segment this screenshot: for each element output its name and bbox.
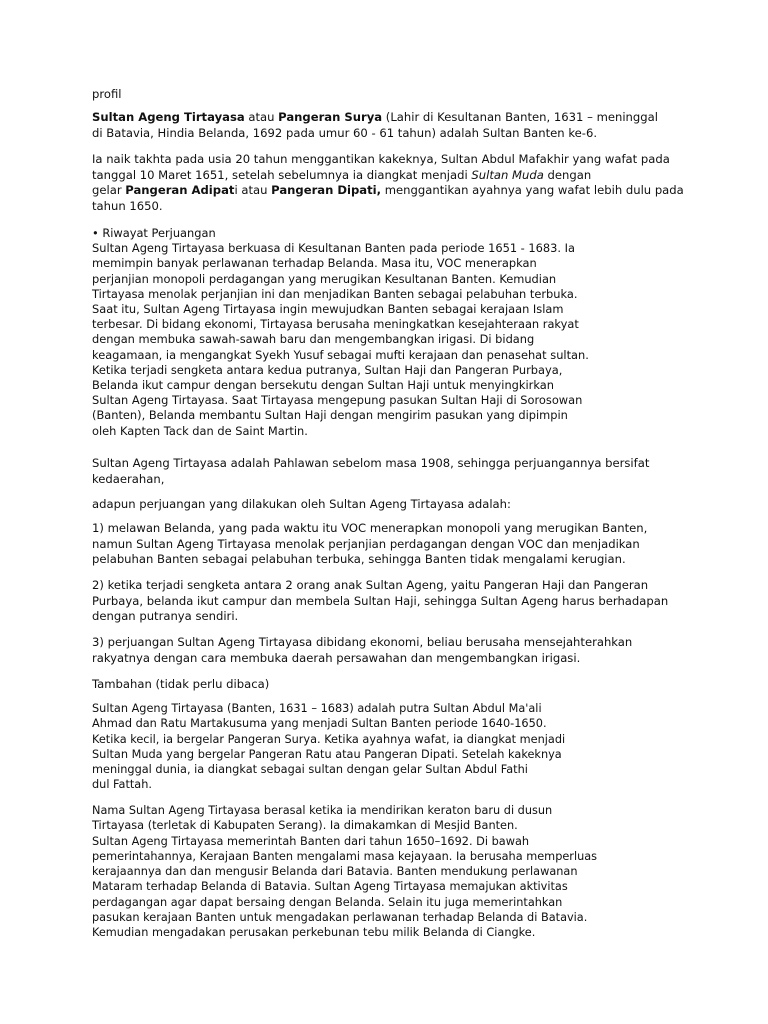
riwayat-line: (Banten), Belanda membantu Sultan Haji dengan mengirim pasukan yang dipimpin: [92, 408, 568, 423]
riwayat-line: memimpin banyak perlawanan terhadap Belanda. Masa itu, VOC menerapkan: [92, 256, 537, 271]
ascension-line: [92, 183, 684, 199]
point-line: Purbaya, belanda ikut campur dan membela Sultan Haji, sehingga Sultan Ageng harus berhadapan: [92, 593, 669, 608]
adapun-paragraph: [92, 497, 511, 513]
extra-line: Nama Sultan Ageng Tirtayasa berasal ketika ia mendirikan keraton baru di dusun: [92, 804, 553, 817]
ascension-paragraph: [92, 152, 684, 214]
ascension-text: dengan: [543, 167, 592, 182]
extra-line: pemerintahannya, Kerajaan Banten mengalami masa kejayaan. Ia berusaha memperluas: [92, 849, 598, 863]
ascension-text: i atau: [234, 183, 272, 198]
tambahan-heading: [92, 677, 269, 693]
point-3: [92, 635, 632, 666]
riwayat-line: Saat itu, Sultan Ageng Tirtayasa ingin mewujudkan Banten sebagai kerajaan Islam: [92, 302, 564, 317]
sultan-name-bold: Sultan Ageng Tirtayasa: [92, 110, 245, 124]
ascension-line: [92, 168, 684, 184]
extra-line: Sultan Muda yang bergelar Pangeran Ratu atau Pangeran Dipati. Setelah kakeknya: [92, 747, 562, 761]
extra-line: perdagangan agar dapat bersaing dengan Belanda. Selain itu juga memerintahkan: [92, 895, 563, 909]
intro-line: di Batavia, Hindia Belanda, 1692 pada umur 60 - 61 tahun) adalah Sultan Banten ke-6.: [92, 125, 598, 140]
point-1: [92, 521, 647, 568]
intro-paragraph: [92, 110, 658, 141]
point-line: pelabuhan Banten sebagai pelabuhan terbuka, sehingga Banten tidak mengalami kerugian.: [92, 552, 626, 567]
riwayat-section: [92, 226, 589, 439]
extra-line: meninggal dunia, ia diangkat sebagai sultan dengan gelar Sultan Abdul Fathi: [92, 763, 528, 777]
intro-line: [92, 110, 658, 126]
point-line: 3) perjuangan Sultan Ageng Tirtayasa dibidang ekonomi, beliau berusaha mensejahterahkan: [92, 635, 633, 649]
extra-line: Ahmad dan Ratu Martakusuma yang menjadi Sultan Banten periode 1640-1650.: [92, 717, 547, 731]
extra-line: kerajaannya dan dan mengusir Belanda dari Batavia. Banten mendukung perlawanan: [92, 865, 578, 879]
extra-line: Ketika kecil, ia bergelar Pangeran Surya. Ketika ayahnya wafat, ia diangkat menjadi: [92, 732, 566, 746]
riwayat-line: dengan membuka sawah-sawah baru dan mengembangkan irigasi. Di bidang: [92, 332, 535, 347]
point-line: dengan putranya sendiri.: [92, 609, 239, 624]
extra-line: Sultan Ageng Tirtayasa (Banten, 1631 – 1683) adalah putra Sultan Abdul Ma'ali: [92, 702, 542, 715]
riwayat-line: terbesar. Di bidang ekonomi, Tirtayasa berusaha meningkatkan kesejahteraan rakyat: [92, 317, 579, 332]
point-line: 1) melawan Belanda, yang pada waktu itu VOC menerapkan monopoli yang merugikan Banten,: [92, 521, 648, 535]
extra-line: pasukan kerajaan Banten untuk mengadakan perlawanan terhadap Belanda di Batavia.: [92, 911, 588, 925]
intro-text: (Lahir di Kesultanan Banten, 1631 – meninggal: [382, 110, 658, 124]
pahlawan-paragraph: [92, 456, 649, 487]
riwayat-line: perjanjian monopoli perdagangan yang merugikan Kesultanan Banten. Kemudian: [92, 271, 557, 286]
pangeran-dipati-bold: Pangeran Dipati,: [271, 183, 382, 198]
extra-line: dul Fattah.: [92, 778, 152, 792]
extra-line: Mataram terhadap Belanda di Batavia. Sultan Ageng Tirtayasa memajukan aktivitas: [92, 880, 568, 894]
sultan-muda-italic: Sultan Muda: [471, 167, 544, 182]
riwayat-line: Belanda ikut campur dengan bersekutu dengan Sultan Haji untuk menyingkirkan: [92, 378, 554, 393]
intro-text: atau: [244, 110, 279, 124]
riwayat-line: Sultan Ageng Tirtayasa berkuasa di Kesultanan Banten pada periode 1651 - 1683. Ia: [92, 241, 575, 256]
point-line: namun Sultan Ageng Tirtayasa menolak perjanjian perdagangan dengan VOC dan menjadikan: [92, 536, 640, 551]
profil-label: [92, 87, 122, 103]
riwayat-heading: • Riwayat Perjuangan: [92, 226, 216, 240]
ascension-text: tanggal 10 Maret 1651, setelah sebelumnya ia diangkat menjadi: [92, 167, 472, 182]
extra-line: Tirtayasa (terletak di Kabupaten Serang). Ia dimakamkan di Mesjid Banten.: [92, 819, 518, 833]
adapun-line: adapun perjuangan yang dilakukan oleh Sultan Ageng Tirtayasa adalah:: [92, 497, 511, 511]
pahlawan-line: kedaerahan,: [92, 471, 165, 486]
riwayat-line: Ketika terjadi sengketa antara kedua putranya, Sultan Haji dan Pangeran Purbaya,: [92, 362, 563, 377]
pahlawan-line: Sultan Ageng Tirtayasa adalah Pahlawan sebelom masa 1908, sehingga perjuangannya bersifat: [92, 456, 650, 470]
ascension-text: gelar: [92, 183, 126, 198]
point-line: 2) ketika terjadi sengketa antara 2 orang anak Sultan Ageng, yaitu Pangeran Haji dan Pangeran: [92, 578, 649, 592]
riwayat-line: Tirtayasa menolak perjanjian ini dan menjadikan Banten sebagai pelabuhan terbuka.: [92, 286, 578, 301]
extra-paragraph-2: [92, 803, 597, 941]
ascension-line: tahun 1650.: [92, 198, 163, 213]
riwayat-line: Sultan Ageng Tirtayasa. Saat Tirtayasa mengepung pasukan Sultan Haji di Sorosowan: [92, 393, 583, 408]
riwayat-line: keagamaan, ia mengangkat Syekh Yusuf sebagai mufti kerajaan dan penasehat sultan.: [92, 347, 589, 362]
pangeran-surya-bold: Pangeran Surya: [278, 110, 383, 124]
ascension-text: menggantikan ayahnya yang wafat lebih dulu pada: [381, 183, 684, 198]
pangeran-adipati-bold: Pangeran Adipat: [125, 183, 235, 198]
ascension-line: Ia naik takhta pada usia 20 tahun menggantikan kakeknya, Sultan Abdul Mafakhir yang wafat pada: [92, 152, 670, 166]
profil-text: profil: [92, 87, 122, 101]
tambahan-text: Tambahan (tidak perlu dibaca): [92, 677, 270, 691]
extra-paragraph-1: [92, 701, 565, 793]
extra-line: Sultan Ageng Tirtayasa memerintah Banten dari tahun 1650–1692. Di bawah: [92, 834, 530, 848]
extra-line: Kemudian mengadakan perusakan perkebunan tebu milik Belanda di Ciangke.: [92, 926, 536, 940]
riwayat-line: oleh Kapten Tack dan de Saint Martin.: [92, 423, 308, 438]
point-2: [92, 578, 668, 625]
point-line: rakyatnya dengan cara membuka daerah persawahan dan mengembangkan irigasi.: [92, 650, 581, 665]
